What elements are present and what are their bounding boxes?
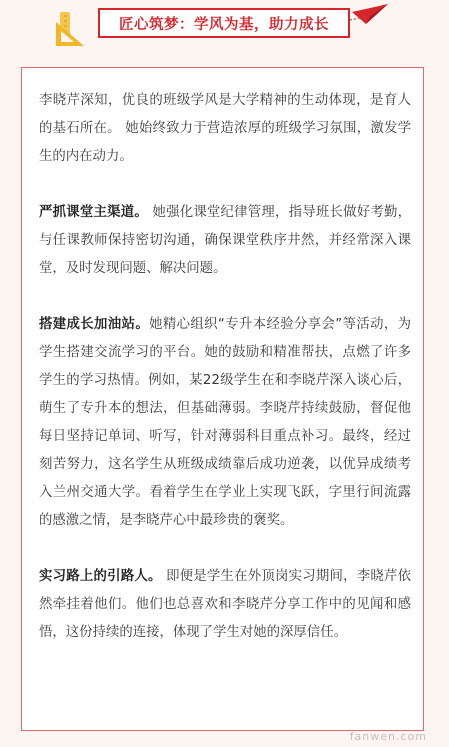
paragraph-intro-text: 李晓芹深知，优良的班级学风是大学精神的生动体现，是育人的基石所在。 她始终致力于营造浓厚的班级学习氛围，激发学生的内在动力。: [39, 93, 411, 164]
section-title-badge: [98, 8, 350, 38]
paragraph-growth-lead: 搭建成长加油站。: [39, 317, 150, 332]
watermark: fanwen.com: [349, 730, 427, 743]
paragraph-internship-text: 即便是学生在外顶岗实习期间，李晓芹依然牵挂着他们。他们也总喜欢和李晓芹分享工作中的见闻和感悟，这份持续的连接，体现了学生对她的深厚信任。: [39, 569, 411, 640]
paragraph-classroom-lead: 严抓课堂主渠道。: [39, 205, 148, 220]
paragraph-internship: [39, 563, 411, 647]
paragraph-intro: [39, 87, 411, 171]
paper-plane-icon: [350, 2, 390, 26]
article-body: [39, 87, 411, 647]
paragraph-growth: [39, 311, 411, 535]
paragraph-growth-text: 她精心组织“专升本经验分享会”等活动，为学生搭建交流学习的平台。她的鼓励和精准帮扶，点燃了许多学生的学习热情。例如，某22级学生在和李晓芹深入谈心后，萌生了专升本的想法，但基础薄弱。李晓芹持续鼓励，督促他每日坚持记单词、听写，针对薄弱科目重点补习。最终，经过刻苦努力，这名学生从班级成绩靠后成功逆袭，以优异成绩考入兰州交通大学。看着学生在学业上实现飞跃，字里行间流露的感激之情，是李晓芹心中最珍贵的褒奖。: [39, 317, 411, 528]
paragraph-internship-lead: 实习路上的引路人。: [39, 569, 162, 584]
paragraph-classroom: [39, 199, 411, 283]
ruler-triangle-icon: [54, 8, 88, 48]
paragraph-classroom-text: 她强化课堂纪律管理，指导班长做好考勤，与任课教师保持密切沟通，确保课堂秩序井然，并经常深入课堂，及时发现问题、解决问题。: [39, 205, 411, 276]
section-title: 匠心筑梦：学风为基，助力成长: [119, 16, 329, 33]
